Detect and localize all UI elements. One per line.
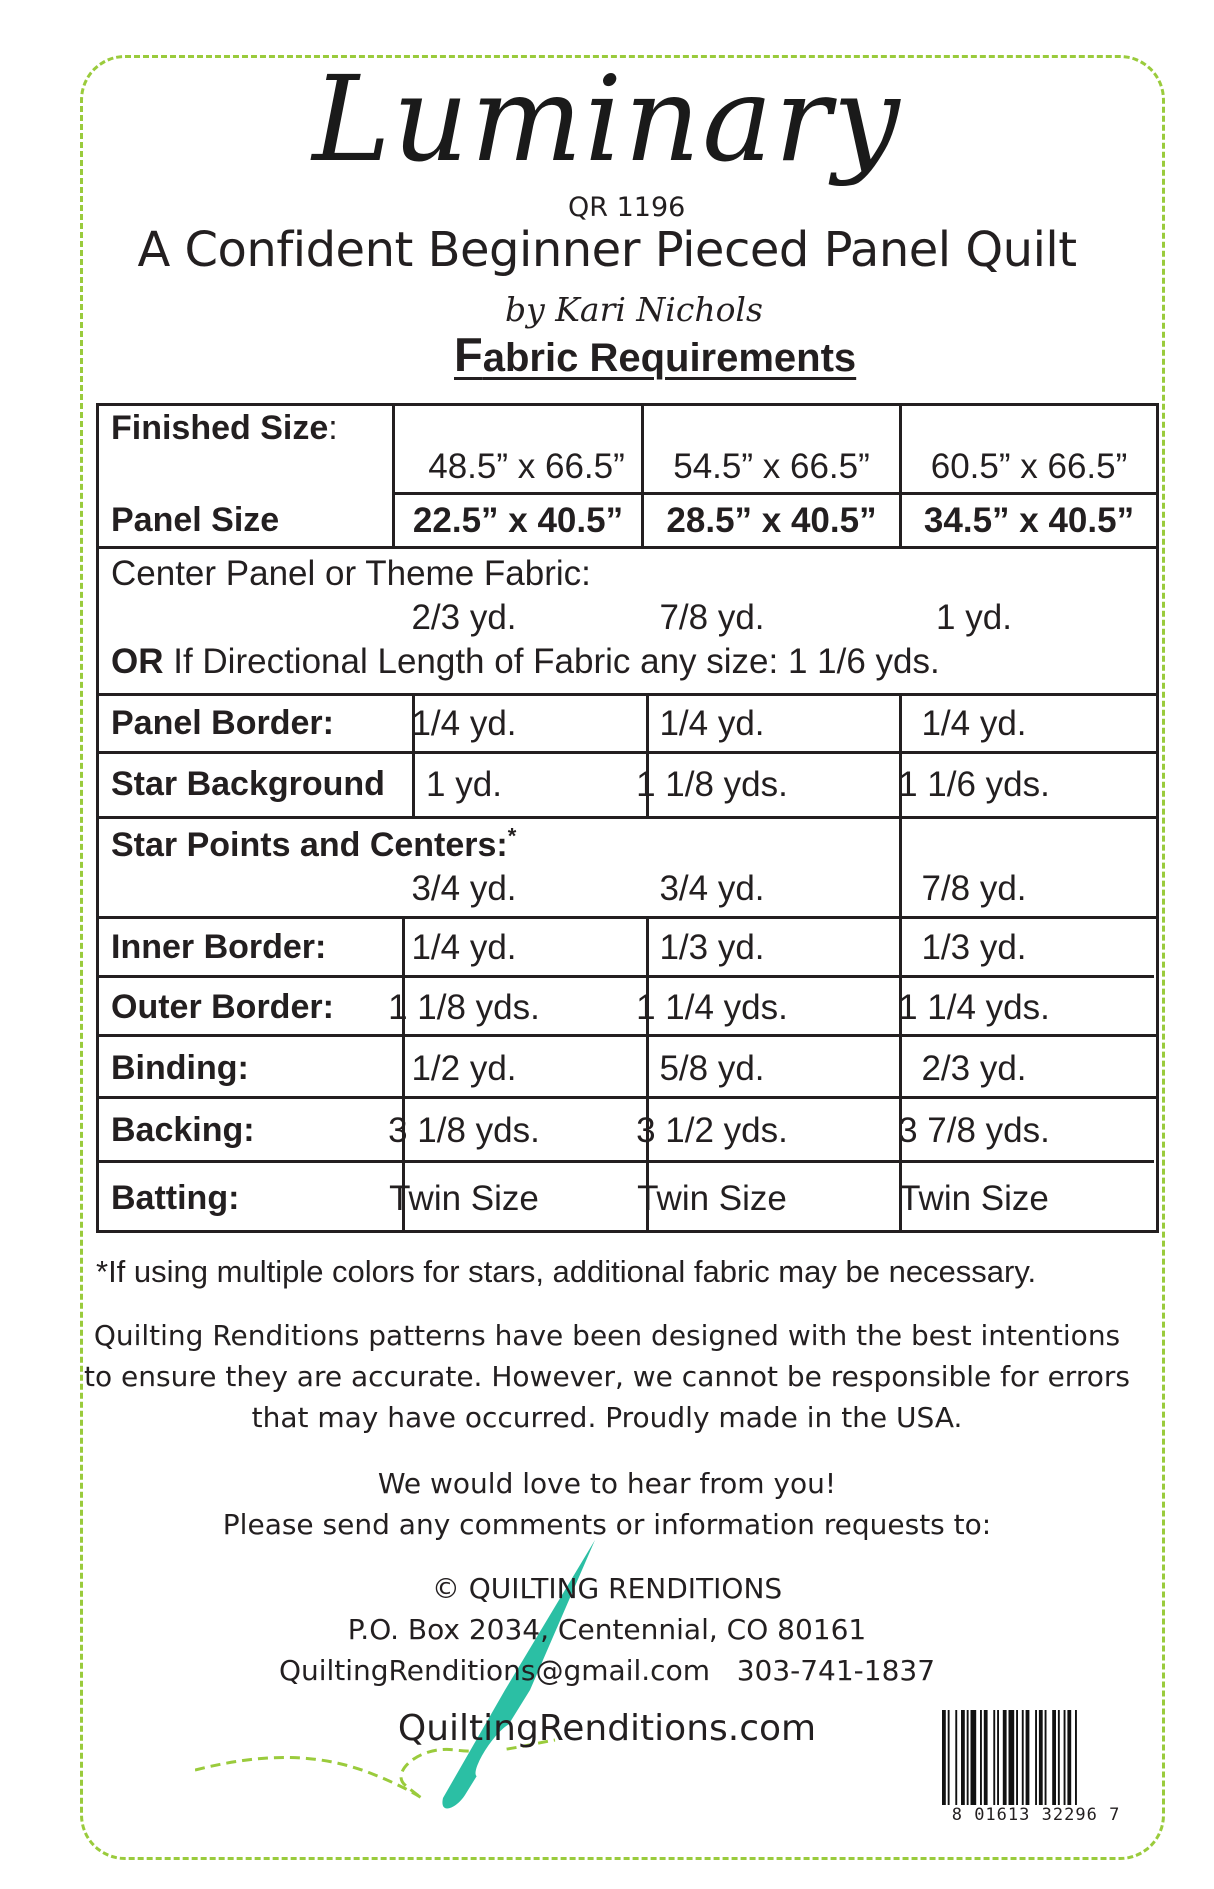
finished-size-cell: 60.5” x 66.5” <box>930 447 1128 486</box>
panel-size-cell: 28.5” x 40.5” <box>666 501 877 540</box>
table-rule <box>96 916 1159 919</box>
or-word: OR <box>111 642 164 681</box>
row-value: 1 1/4 yds. <box>898 988 1050 1027</box>
table-rule <box>1156 403 1159 1233</box>
row-value: 3 7/8 yds. <box>898 1111 1050 1150</box>
footnote: *If using multiple colors for stars, additional fabric may be necessary. <box>96 1254 1037 1289</box>
website-link[interactable]: QuiltingRenditions.com <box>397 1708 817 1749</box>
designer-byline: by Kari Nichols <box>505 290 763 329</box>
fabric-requirements-table <box>96 403 1159 1233</box>
contact-line <box>0 1654 1214 1687</box>
pattern-code: QR 1196 <box>568 192 686 223</box>
finished-size-colon: : <box>328 409 338 447</box>
row-value: 5/8 yd. <box>659 1049 765 1088</box>
barcode-digit-group: 8 <box>951 1805 963 1825</box>
directional-fabric-note <box>111 644 940 679</box>
phone-number: 303-741-1837 <box>736 1654 936 1687</box>
disclaimer-line: that may have occurred. Proudly made in the USA. <box>251 1401 963 1434</box>
finished-size-label-text: Finished Size <box>111 409 329 447</box>
row-value: 1/4 yd. <box>411 928 517 967</box>
star-points-value: 7/8 yd. <box>921 869 1027 908</box>
row-label: Batting: <box>111 1179 240 1217</box>
barcode-digit-group: 32296 <box>1041 1805 1098 1825</box>
email-link[interactable]: QuiltingRenditions@gmail.com <box>278 1654 710 1687</box>
row-value: 1/4 yd. <box>921 704 1027 743</box>
row-value: 1/3 yd. <box>921 928 1027 967</box>
disclaimer-line: Quilting Renditions patterns have been designed with the best intentions <box>93 1319 1121 1352</box>
row-label: Panel Border: <box>111 704 334 742</box>
row-label: Binding: <box>111 1049 249 1087</box>
disclaimer-line: to ensure they are accurate. However, we cannot be responsible for errors <box>84 1360 1130 1393</box>
contact-intro-line: We would love to hear from you! <box>377 1467 837 1500</box>
row-label: Outer Border: <box>111 988 334 1026</box>
row-value: Twin Size <box>899 1179 1049 1218</box>
pattern-title: Luminary <box>312 50 902 188</box>
table-rule <box>96 1034 1159 1037</box>
panel-size-cell: 34.5” x 40.5” <box>923 501 1135 540</box>
row-label: Star Background <box>111 765 385 803</box>
barcode-digits <box>926 1805 1146 1825</box>
row-value: Twin Size <box>389 1179 539 1218</box>
mailing-address: P.O. Box 2034, Centennial, CO 80161 <box>347 1613 867 1646</box>
center-panel-value: 7/8 yd. <box>659 598 765 637</box>
table-rule <box>96 1096 1156 1099</box>
barcode-digit-group: 01613 <box>974 1805 1031 1825</box>
table-rule <box>96 403 1159 406</box>
star-points-label <box>111 823 517 864</box>
center-panel-value: 2/3 yd. <box>411 598 517 637</box>
row-value: 1 yd. <box>426 765 502 804</box>
company-name: © QUILTING RENDITIONS <box>431 1572 783 1605</box>
finished-size-label <box>111 411 338 445</box>
section-heading-cap: F <box>454 328 483 381</box>
table-rule <box>96 403 99 1233</box>
finished-size-cell: 48.5” x 66.5” <box>428 447 625 486</box>
table-rule <box>96 751 1159 754</box>
directional-fabric-text: If Directional Length of Fabric any size: 1 1/6 yds. <box>173 642 940 681</box>
center-panel-label: Center Panel or Theme Fabric: <box>111 554 591 593</box>
section-heading <box>454 327 856 382</box>
table-rule <box>96 816 1159 819</box>
row-value: 3 1/8 yds. <box>388 1111 540 1150</box>
row-value: 1 1/6 yds. <box>898 765 1050 804</box>
row-value: 1 1/8 yds. <box>636 765 788 804</box>
table-rule <box>96 975 1154 978</box>
row-value: 2/3 yd. <box>921 1049 1027 1088</box>
table-rule <box>96 1160 1154 1163</box>
table-rule <box>96 546 1159 549</box>
star-points-value: 3/4 yd. <box>411 869 517 908</box>
center-panel-value: 1 yd. <box>936 598 1012 637</box>
row-value: 1 1/4 yds. <box>636 988 788 1027</box>
panel-size-cell: 22.5” x 40.5” <box>412 501 624 540</box>
table-rule <box>392 492 1159 495</box>
row-value: 1/4 yd. <box>411 704 517 743</box>
asterisk-mark: * <box>507 823 517 849</box>
row-value: Twin Size <box>637 1179 787 1218</box>
row-value: 3 1/2 yds. <box>636 1111 788 1150</box>
row-value: 1/3 yd. <box>659 928 765 967</box>
row-value: 1 1/8 yds. <box>388 988 540 1027</box>
contact-intro-line: Please send any comments or information requests to: <box>222 1508 992 1541</box>
barcode-digit-group: 7 <box>1109 1805 1121 1825</box>
panel-size-label: Panel Size <box>111 501 280 539</box>
star-points-label-text: Star Points and Centers: <box>111 826 508 864</box>
table-rule <box>96 1230 1159 1233</box>
row-value: 1/4 yd. <box>659 704 765 743</box>
finished-size-cell: 54.5” x 66.5” <box>673 447 870 486</box>
pattern-subtitle: A Confident Beginner Pieced Panel Quilt <box>137 222 1077 278</box>
row-label: Backing: <box>111 1111 255 1149</box>
row-label: Inner Border: <box>111 928 327 966</box>
row-value: 1/2 yd. <box>411 1049 517 1088</box>
star-points-value: 3/4 yd. <box>659 869 765 908</box>
table-rule <box>96 693 1159 696</box>
section-heading-rest: abric Requirements <box>482 336 857 380</box>
